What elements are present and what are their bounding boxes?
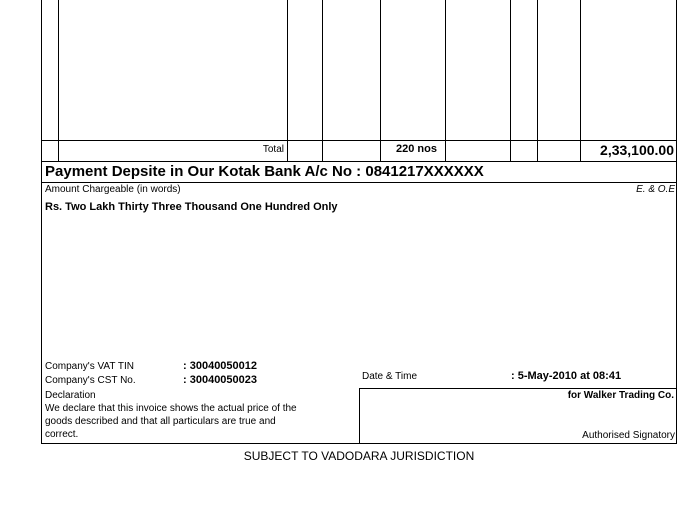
date-time-value: : 5-May-2010 at 08:41	[511, 370, 622, 382]
total-quantity: 220 nos	[396, 143, 437, 155]
cst-no-label: Company's CST No.	[45, 375, 136, 386]
column-divider	[445, 0, 446, 162]
total-label: Total	[262, 144, 284, 155]
declaration-line: goods described and that all particulars are true and	[45, 416, 276, 427]
table-right-border	[676, 0, 677, 444]
amount-chargeable-label: Amount Chargeable (in words)	[45, 184, 181, 195]
amount-in-words: Rs. Two Lakh Thirty Three Thousand One Hundred Only	[45, 201, 338, 213]
cst-no-value: : 30040050023	[183, 374, 258, 386]
signatory-company: for Walker Trading Co.	[567, 390, 674, 401]
invoice-bottom-border	[41, 443, 677, 444]
jurisdiction-note: SUBJECT TO VADODARA JURISDICTION	[243, 449, 475, 463]
declaration-line: correct.	[45, 429, 79, 440]
column-divider	[58, 0, 59, 162]
eoe-label: E. & O.E	[636, 184, 675, 195]
column-divider	[287, 0, 288, 162]
declaration-line: We declare that this invoice shows the actual price of the	[45, 403, 297, 414]
column-divider	[380, 0, 381, 162]
column-divider	[537, 0, 538, 162]
signature-box-left-border	[359, 388, 360, 444]
signature-box-top-border	[359, 388, 677, 389]
payment-note: Payment Depsite in Our Kotak Bank A/c No : 0841217XXXXXX	[45, 163, 484, 180]
declaration-title: Declaration	[45, 390, 96, 401]
date-time-label: Date & Time	[362, 371, 418, 382]
column-divider	[580, 0, 581, 162]
column-divider	[510, 0, 511, 162]
vat-tin-value: : 30040050012	[183, 360, 258, 372]
total-row-top-border	[41, 140, 677, 141]
total-amount: 2,33,100.00	[600, 142, 674, 158]
payment-note-divider	[41, 182, 677, 183]
vat-tin-label: Company's VAT TIN	[45, 361, 134, 372]
column-divider	[322, 0, 323, 162]
authorised-signatory-label: Authorised Signatory	[582, 430, 675, 441]
table-left-border	[41, 0, 42, 444]
